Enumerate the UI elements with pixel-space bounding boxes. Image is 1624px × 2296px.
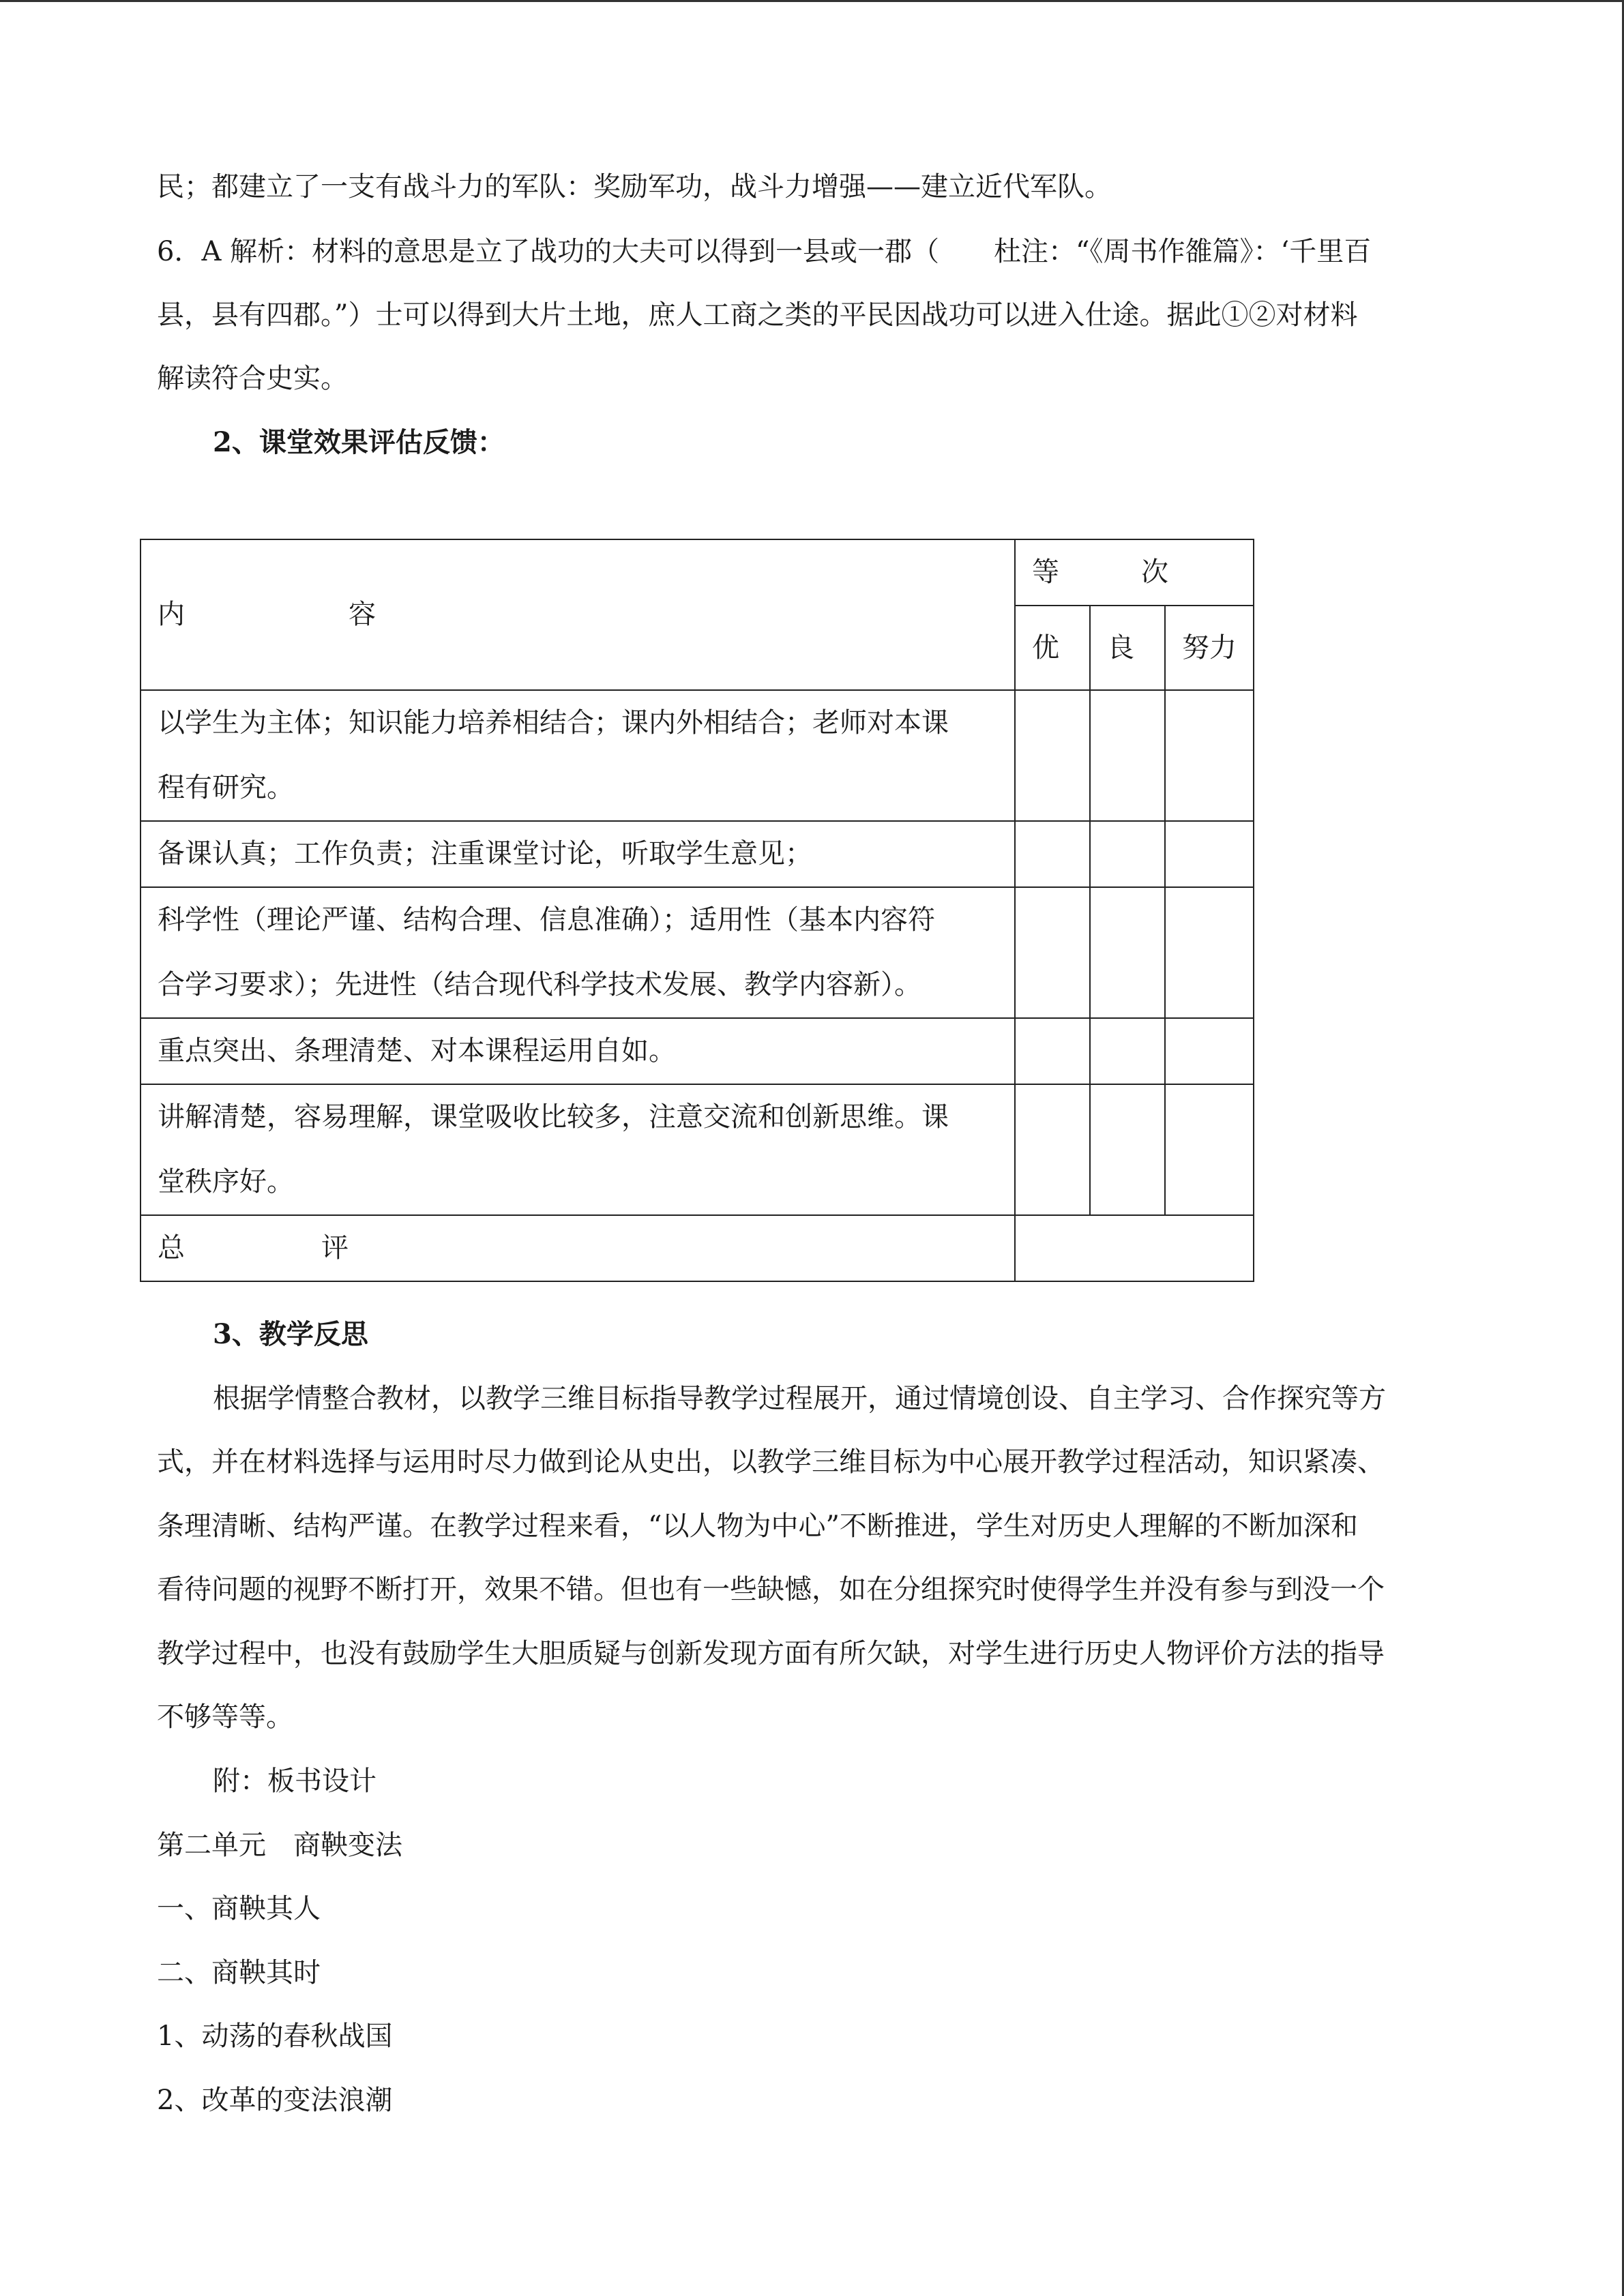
criteria-line: 合学习要求）；先进性（结合现代科学技术发展、教学内容新）。	[158, 969, 921, 1000]
rating-cell-good	[1090, 1084, 1165, 1215]
rating-cell-effort	[1165, 1018, 1254, 1084]
board-sub-item: 1、动荡的春秋战国	[157, 2021, 393, 2052]
reflection-line: 式，并在材料选择与运用时尽力做到论从史出，以教学三维目标为中心展开教学过程活动，知识紧凑、	[157, 1446, 1385, 1478]
section-3-heading: 3、教学反思	[213, 1318, 368, 1350]
rating-cell-effort	[1165, 821, 1254, 887]
rating-cell-effort	[1165, 690, 1254, 821]
rating-cell-good	[1090, 887, 1165, 1018]
board-item: 二、商鞅其时	[157, 1957, 321, 1988]
header-grade-cell: 等 次	[1015, 539, 1254, 606]
rating-cell-good	[1090, 690, 1165, 821]
criteria-line: 科学性（理论严谨、结构合理、信息准确）；适用性（基本内容符	[158, 904, 935, 936]
text-line: 民；都建立了一支有战斗力的军队：奖励军功，战斗力增强——建立近代军队。	[157, 171, 1112, 203]
header-content-cell: 内 容	[141, 539, 1015, 690]
rating-cell-excellent	[1015, 690, 1090, 821]
section-2-heading: 2、课堂效果评估反馈：	[213, 426, 505, 458]
criteria-line: 程有研究。	[158, 772, 294, 803]
criteria-cell	[141, 1084, 1015, 1215]
rating-cell-excellent	[1015, 1018, 1090, 1084]
grade-good-header: 良	[1090, 606, 1165, 690]
reflection-line: 根据学情整合教材，以教学三维目标指导教学过程展开，通过情境创设、自主学习、合作探究等方	[213, 1383, 1386, 1414]
criteria-cell	[141, 887, 1015, 1018]
rating-cell-excellent	[1015, 821, 1090, 887]
evaluation-table	[140, 539, 1254, 1282]
reflection-line: 教学过程中，也没有鼓励学生大胆质疑与创新发现方面有所欠缺，对学生进行历史人物评价方法的指导	[157, 1638, 1385, 1669]
board-item: 一、商鞅其人	[157, 1893, 321, 1924]
rating-cell-effort	[1165, 1084, 1254, 1215]
board-design-title: 附：板书设计	[213, 1765, 377, 1797]
board-unit-title: 第二单元 商鞅变法	[157, 1830, 402, 1861]
criteria-line: 堂秩序好。	[158, 1166, 294, 1197]
reflection-line: 不够等等。	[157, 1701, 293, 1733]
grade-excellent-header: 优	[1015, 606, 1090, 690]
rating-cell-excellent	[1015, 1084, 1090, 1215]
rating-cell-good	[1090, 821, 1165, 887]
rating-cell-excellent	[1015, 887, 1090, 1018]
reflection-line: 看待问题的视野不断打开，效果不错。但也有一些缺憾，如在分组探究时使得学生并没有参与到没一个	[157, 1574, 1385, 1605]
answer-6-line: 解读符合史实。	[157, 363, 348, 394]
answer-6-line: 6．A 解析：材料的意思是立了战功的大夫可以得到一县或一郡（ 杜注：“《周书作雒篇》：‘千里百	[157, 236, 1372, 267]
board-sub-item: 2、改革的变法浪潮	[157, 2085, 393, 2116]
criteria-line: 讲解清楚，容易理解，课堂吸收比较多，注意交流和创新思维。课	[158, 1101, 949, 1133]
summary-rating-cell	[1015, 1215, 1254, 1281]
rating-cell-effort	[1165, 887, 1254, 1018]
grade-effort-header: 努力	[1165, 606, 1254, 690]
answer-6-line: 县，县有四郡。”）士可以得到大片土地，庶人工商之类的平民因战功可以进入仕途。据此①②对材料	[157, 299, 1358, 331]
criteria-cell	[141, 690, 1015, 821]
criteria-line: 以学生为主体；知识能力培养相结合；课内外相结合；老师对本课	[158, 707, 949, 739]
rating-cell-good	[1090, 1018, 1165, 1084]
criteria-cell: 重点突出、条理清楚、对本课程运用自如。	[141, 1018, 1015, 1084]
summary-label-cell: 总 评	[141, 1215, 1015, 1281]
reflection-line: 条理清晰、结构严谨。在教学过程来看，“以人物为中心”不断推进，学生对历史人理解的不断加深和	[157, 1510, 1358, 1542]
page-border-top	[0, 0, 1624, 2]
criteria-cell: 备课认真；工作负责；注重课堂讨论，听取学生意见；	[141, 821, 1015, 887]
